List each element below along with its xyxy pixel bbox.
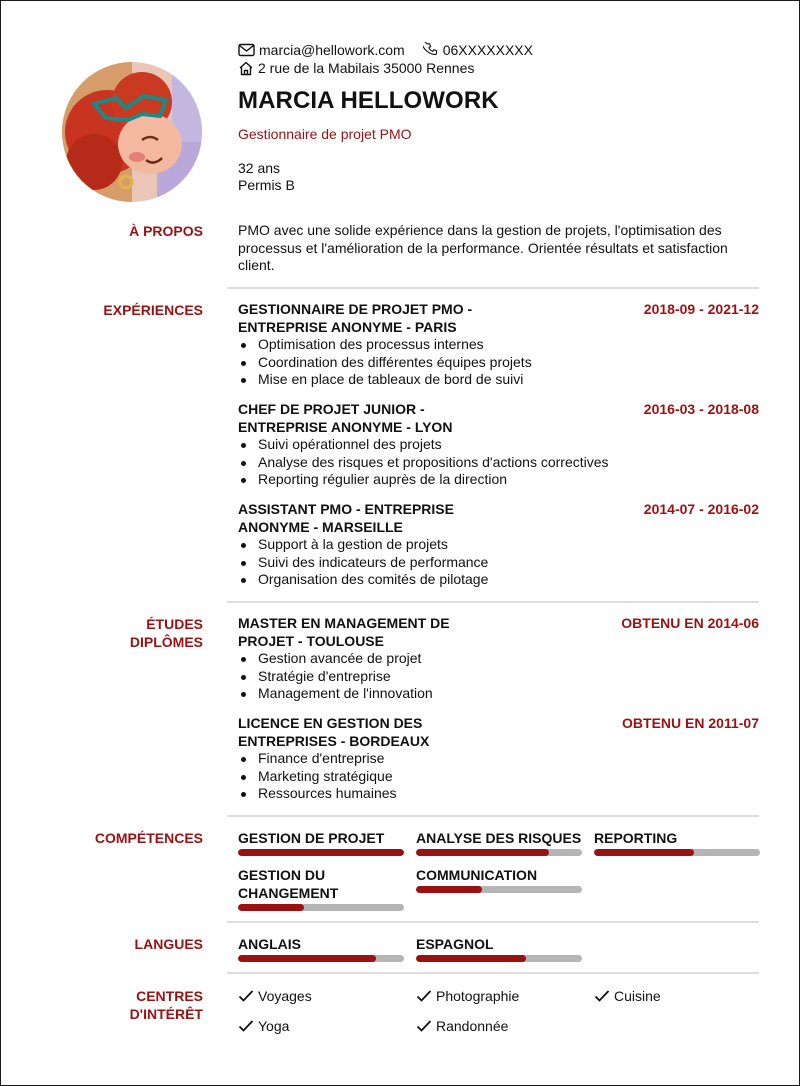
checkmark-icon — [416, 1019, 432, 1033]
address-contact — [238, 59, 474, 77]
section-title-interests: CENTRES D'INTÉRÊT — [129, 988, 203, 1022]
candidate-name: MARCIA HELLOWORK — [238, 87, 499, 114]
section-divider — [227, 287, 759, 289]
checkmark-icon — [416, 989, 432, 1003]
language-bar-fill — [416, 955, 526, 962]
experience-bullets — [238, 436, 759, 489]
list-item: Stratégie d'entreprise — [238, 668, 759, 686]
skill-bar-fill — [416, 886, 482, 893]
list-item: Mise en place de tableaux de bord de suivi — [238, 371, 759, 389]
skill-bar-fill — [238, 904, 304, 911]
section-title-education: ÉTUDES DIPLÔMES — [129, 616, 203, 650]
list-item: Marketing stratégique — [238, 768, 759, 786]
list-item: Ressources humaines — [238, 785, 759, 803]
home-icon — [238, 61, 254, 76]
interest-item — [594, 987, 661, 1005]
skill-name: ANALYSE DES RISQUES — [416, 830, 582, 846]
language-item — [416, 935, 582, 962]
experience-title: ASSISTANT PMO - ENTREPRISE ANONYME - MARSEILLE — [238, 501, 454, 535]
checkmark-icon — [238, 989, 254, 1003]
skill-item — [416, 829, 582, 856]
interest-label: Photographie — [436, 988, 520, 1004]
skill-bar — [416, 849, 582, 856]
section-title-skills: COMPÉTENCES — [94, 830, 203, 846]
profile-avatar — [62, 62, 202, 202]
list-item: Management de l'innovation — [238, 685, 759, 703]
list-item: Coordination des différentes équipes projets — [238, 354, 759, 372]
skill-bar-fill — [238, 849, 404, 856]
experience-bullets — [238, 336, 759, 389]
email-text: marcia@hellowork.com — [259, 42, 405, 58]
skill-bar — [416, 886, 582, 893]
section-divider — [227, 921, 759, 923]
phone-text: 06XXXXXXXX — [442, 42, 533, 58]
experience-date: 2018-09 - 2021-12 — [643, 301, 759, 317]
section-divider — [227, 972, 759, 974]
skill-name: COMMUNICATION — [416, 867, 538, 883]
interest-label: Voyages — [258, 988, 312, 1004]
age-text: 32 ans — [238, 160, 281, 176]
list-item: Organisation des comités de pilotage — [238, 571, 759, 589]
experience-entry — [238, 501, 759, 589]
language-bar-fill — [238, 955, 376, 962]
interest-item — [416, 1017, 508, 1035]
interest-label: Randonnée — [436, 1018, 509, 1034]
education-date: OBTENU EN 2011-07 — [622, 715, 759, 731]
education-entry — [238, 615, 759, 703]
skill-bar — [594, 849, 760, 856]
about-text: PMO avec une solide expérience dans la gestion de projets, l'optimisation des processus et l'amélioration de la performance. Orientée résultats et satisfaction client. — [238, 222, 728, 273]
list-item: Support à la gestion de projets — [238, 536, 759, 554]
experience-title: CHEF DE PROJET JUNIOR - ENTREPRISE ANONYME - LYON — [238, 401, 453, 435]
education-entry — [238, 715, 759, 803]
education-bullets — [238, 750, 759, 803]
education-bullets — [238, 650, 759, 703]
list-item: Suivi opérationnel des projets — [238, 436, 759, 454]
list-item: Gestion avancée de projet — [238, 650, 759, 668]
job-title: Gestionnaire de projet PMO — [238, 126, 412, 142]
section-divider — [227, 601, 759, 603]
list-item: Suivi des indicateurs de performance — [238, 554, 759, 572]
list-item: Analyse des risques et propositions d'actions correctives — [238, 454, 759, 472]
education-date: OBTENU EN 2014-06 — [621, 615, 759, 631]
list-item: Optimisation des processus internes — [238, 336, 759, 354]
skill-item — [416, 866, 582, 893]
language-name: ANGLAIS — [238, 936, 301, 952]
interest-item — [238, 1017, 289, 1035]
mail-icon — [238, 43, 255, 57]
interest-item — [416, 987, 519, 1005]
contact-line-2 — [238, 59, 768, 77]
section-title-about: À PROPOS — [129, 223, 203, 239]
interest-label: Yoga — [258, 1018, 290, 1034]
email-contact[interactable] — [238, 41, 405, 59]
license-text: Permis B — [238, 177, 295, 193]
resume-header — [238, 41, 768, 193]
contact-line-1 — [238, 41, 768, 59]
education-title: LICENCE EN GESTION DES ENTREPRISES - BORDEAUX — [238, 715, 430, 749]
experience-bullets — [238, 536, 759, 589]
list-item: Reporting régulier auprès de la direction — [238, 471, 759, 489]
experience-title: GESTIONNAIRE DE PROJET PMO - ENTREPRISE ANONYME - PARIS — [238, 301, 473, 335]
skill-name: GESTION DE PROJET — [238, 830, 385, 846]
skill-item — [238, 829, 404, 856]
section-title-languages: LANGUES — [134, 936, 203, 952]
address-text: 2 rue de la Mabilais 35000 Rennes — [258, 60, 475, 76]
experience-entry — [238, 401, 759, 489]
checkmark-icon — [594, 989, 610, 1003]
experience-date: 2014-07 - 2016-02 — [643, 501, 759, 517]
phone-icon — [423, 42, 439, 58]
language-name: ESPAGNOL — [416, 936, 494, 952]
list-item: Finance d'entreprise — [238, 750, 759, 768]
skill-bar — [238, 904, 404, 911]
interest-item — [238, 987, 312, 1005]
skill-item — [594, 829, 760, 856]
language-bar — [238, 955, 404, 962]
skill-bar-fill — [416, 849, 549, 856]
skill-bar — [238, 849, 404, 856]
education-title: MASTER EN MANAGEMENT DE PROJET - TOULOUSE — [238, 615, 450, 649]
section-title-experience: EXPÉRIENCES — [103, 302, 203, 318]
section-divider — [227, 815, 759, 817]
skill-name: REPORTING — [594, 830, 678, 846]
language-bar — [416, 955, 582, 962]
language-item — [238, 935, 404, 962]
experience-date: 2016-03 - 2018-08 — [643, 401, 759, 417]
skill-bar-fill — [594, 849, 694, 856]
experience-entry — [238, 301, 759, 389]
skill-name: GESTION DU CHANGEMENT — [238, 867, 339, 901]
checkmark-icon — [238, 1019, 254, 1033]
skill-item — [238, 866, 404, 911]
interest-label: Cuisine — [614, 988, 661, 1004]
phone-contact[interactable] — [423, 41, 533, 59]
